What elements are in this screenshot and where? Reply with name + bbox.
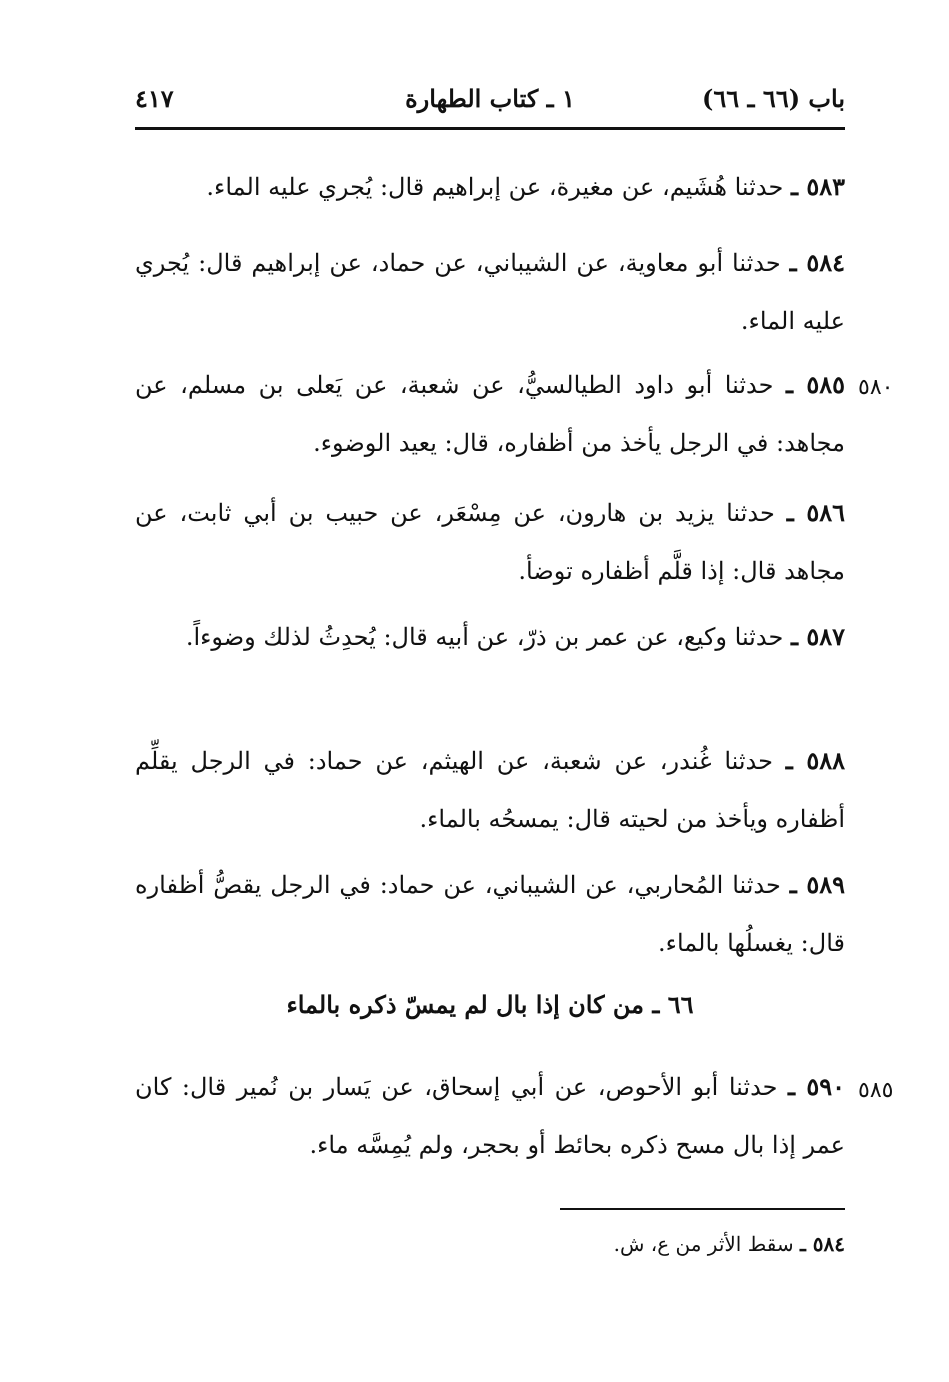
hadith-586 — [135, 484, 845, 600]
hadith-text: حدثنا المُحاربي، عن الشيباني، عن حماد: في الرجل يقصُّ أظفاره قال: يغسلُها بالماء. — [135, 871, 845, 957]
footnote-number: ٥٨٤ ـ — [799, 1232, 845, 1256]
hadith-text: حدثنا هُشَيم، عن مغيرة، عن إبراهيم قال: يُجري عليه الماء. — [206, 173, 784, 201]
hadith-text: حدثنا أبو معاوية، عن الشيباني، عن حماد، عن إبراهيم قال: يُجري عليه الماء. — [135, 249, 845, 335]
margin-number: ٥٨٠ — [858, 375, 894, 400]
hadith-number: ٥٩٠ ـ — [788, 1072, 845, 1101]
hadith-584 — [135, 234, 845, 350]
hadith-number: ٥٨٧ ـ — [790, 622, 845, 651]
page-number: ٤١٧ — [135, 84, 174, 113]
footnote — [400, 1232, 845, 1256]
hadith-number: ٥٨٨ ـ — [785, 746, 845, 775]
hadith-588 — [135, 732, 845, 848]
hadith-number: ٥٨٦ ـ — [786, 498, 845, 527]
hadith-585 — [135, 356, 845, 472]
hadith-590 — [135, 1058, 845, 1174]
header-divider — [135, 127, 845, 130]
page-header — [135, 80, 845, 126]
book-title: ١ ـ كتاب الطهارة — [405, 84, 575, 113]
footnote-text: سقط الأثر من ع، ش. — [613, 1232, 794, 1256]
hadith-text: حدثنا غُندر، عن شعبة، عن الهيثم، عن حماد: في الرجل يقلِّم أظفاره ويأخذ من لحيته قال: يمسحُه بالماء. — [135, 747, 845, 833]
hadith-text: حدثنا وكيع، عن عمر بن ذرّ، عن أبيه قال: يُحدِثُ لذلك وضوءاً. — [185, 623, 784, 651]
hadith-number: ٥٨٣ ـ — [790, 172, 845, 201]
hadith-text: حدثنا أبو داود الطيالسيُّ، عن شعبة، عن يَعلى بن مسلم، عن مجاهد: في الرجل يأخذ من أظفاره، قال: يعيد الوضوء. — [135, 371, 845, 457]
hadith-number: ٥٨٤ ـ — [789, 248, 845, 277]
hadith-587 — [135, 608, 845, 666]
margin-number: ٥٨٥ — [858, 1078, 894, 1103]
hadith-589 — [135, 856, 845, 972]
hadith-text: حدثنا يزيد بن هارون، عن مِسْعَر، عن حبيب بن أبي ثابت، عن مجاهد قال: إذا قلَّم أظفاره توضأ. — [135, 499, 845, 585]
footnote-divider — [560, 1208, 845, 1210]
hadith-number: ٥٨٩ ـ — [789, 870, 846, 899]
hadith-583 — [135, 158, 845, 216]
chapter-heading: ٦٦ ـ من كان إذا بال لم يمسّ ذكره بالماء — [286, 990, 694, 1019]
hadith-text: حدثنا أبو الأحوص، عن أبي إسحاق، عن يَسار بن نُمير قال: كان عمر إذا بال مسح ذكره بحائط أو بحجر، ولم يُمِسَّه ماء. — [135, 1073, 845, 1159]
chapter-reference: باب (٦٦ ـ ٦٦) — [702, 84, 845, 113]
hadith-number: ٥٨٥ ـ — [786, 370, 845, 399]
